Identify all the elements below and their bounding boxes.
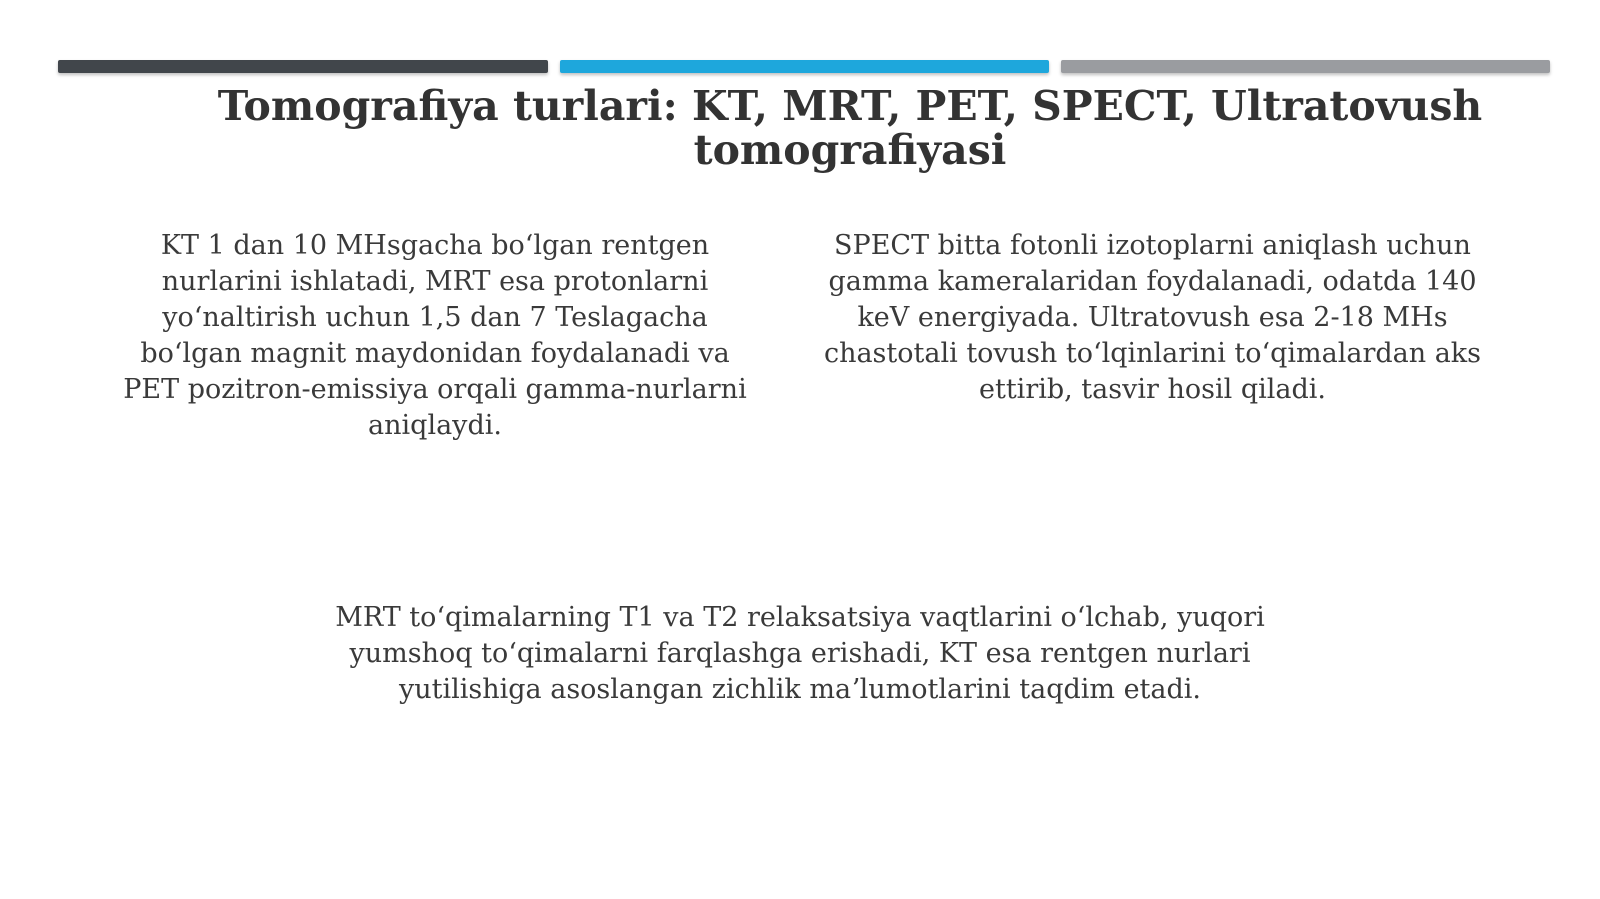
accent-bar-gray: [1061, 60, 1550, 73]
slide-title: Tomografiya turlari: KT, MRT, PET, SPECT, Ultratovush tomografiyasi: [217, 82, 1483, 174]
accent-bar-blue: [560, 60, 1049, 73]
right-text-block: SPECT bitta fotonli izotoplarni aniqlash uchun gamma kameralaridan foydalanadi, odatda 140 keV energiyada. Ultratovush esa 2-18 MHs chastotali tovush toʻlqinlarini toʻqimalardan aks ettirib, tasvir hosil qiladi.: [823, 230, 1482, 405]
accent-bar-dark: [58, 60, 548, 73]
bottom-text-block: MRT toʻqimalarning T1 va T2 relaksatsiya vaqtlarini oʻlchab, yuqori yumshoq toʻqimalarni farqlashga erishadi, KT esa rentgen nurlari yutilishiga asoslangan zichlik maʼlumotlarini taqdim etadi.: [335, 602, 1265, 705]
left-text-block: KT 1 dan 10 MHsgacha boʻlgan rentgen nurlarini ishlatadi, MRT esa protonlarni yoʻnaltirish uchun 1,5 dan 7 Teslagacha boʻlgan magnit maydonidan foydalanadi va PET pozitron-emissiya orqali gamma-nurlarni aniqlaydi.: [123, 230, 747, 441]
